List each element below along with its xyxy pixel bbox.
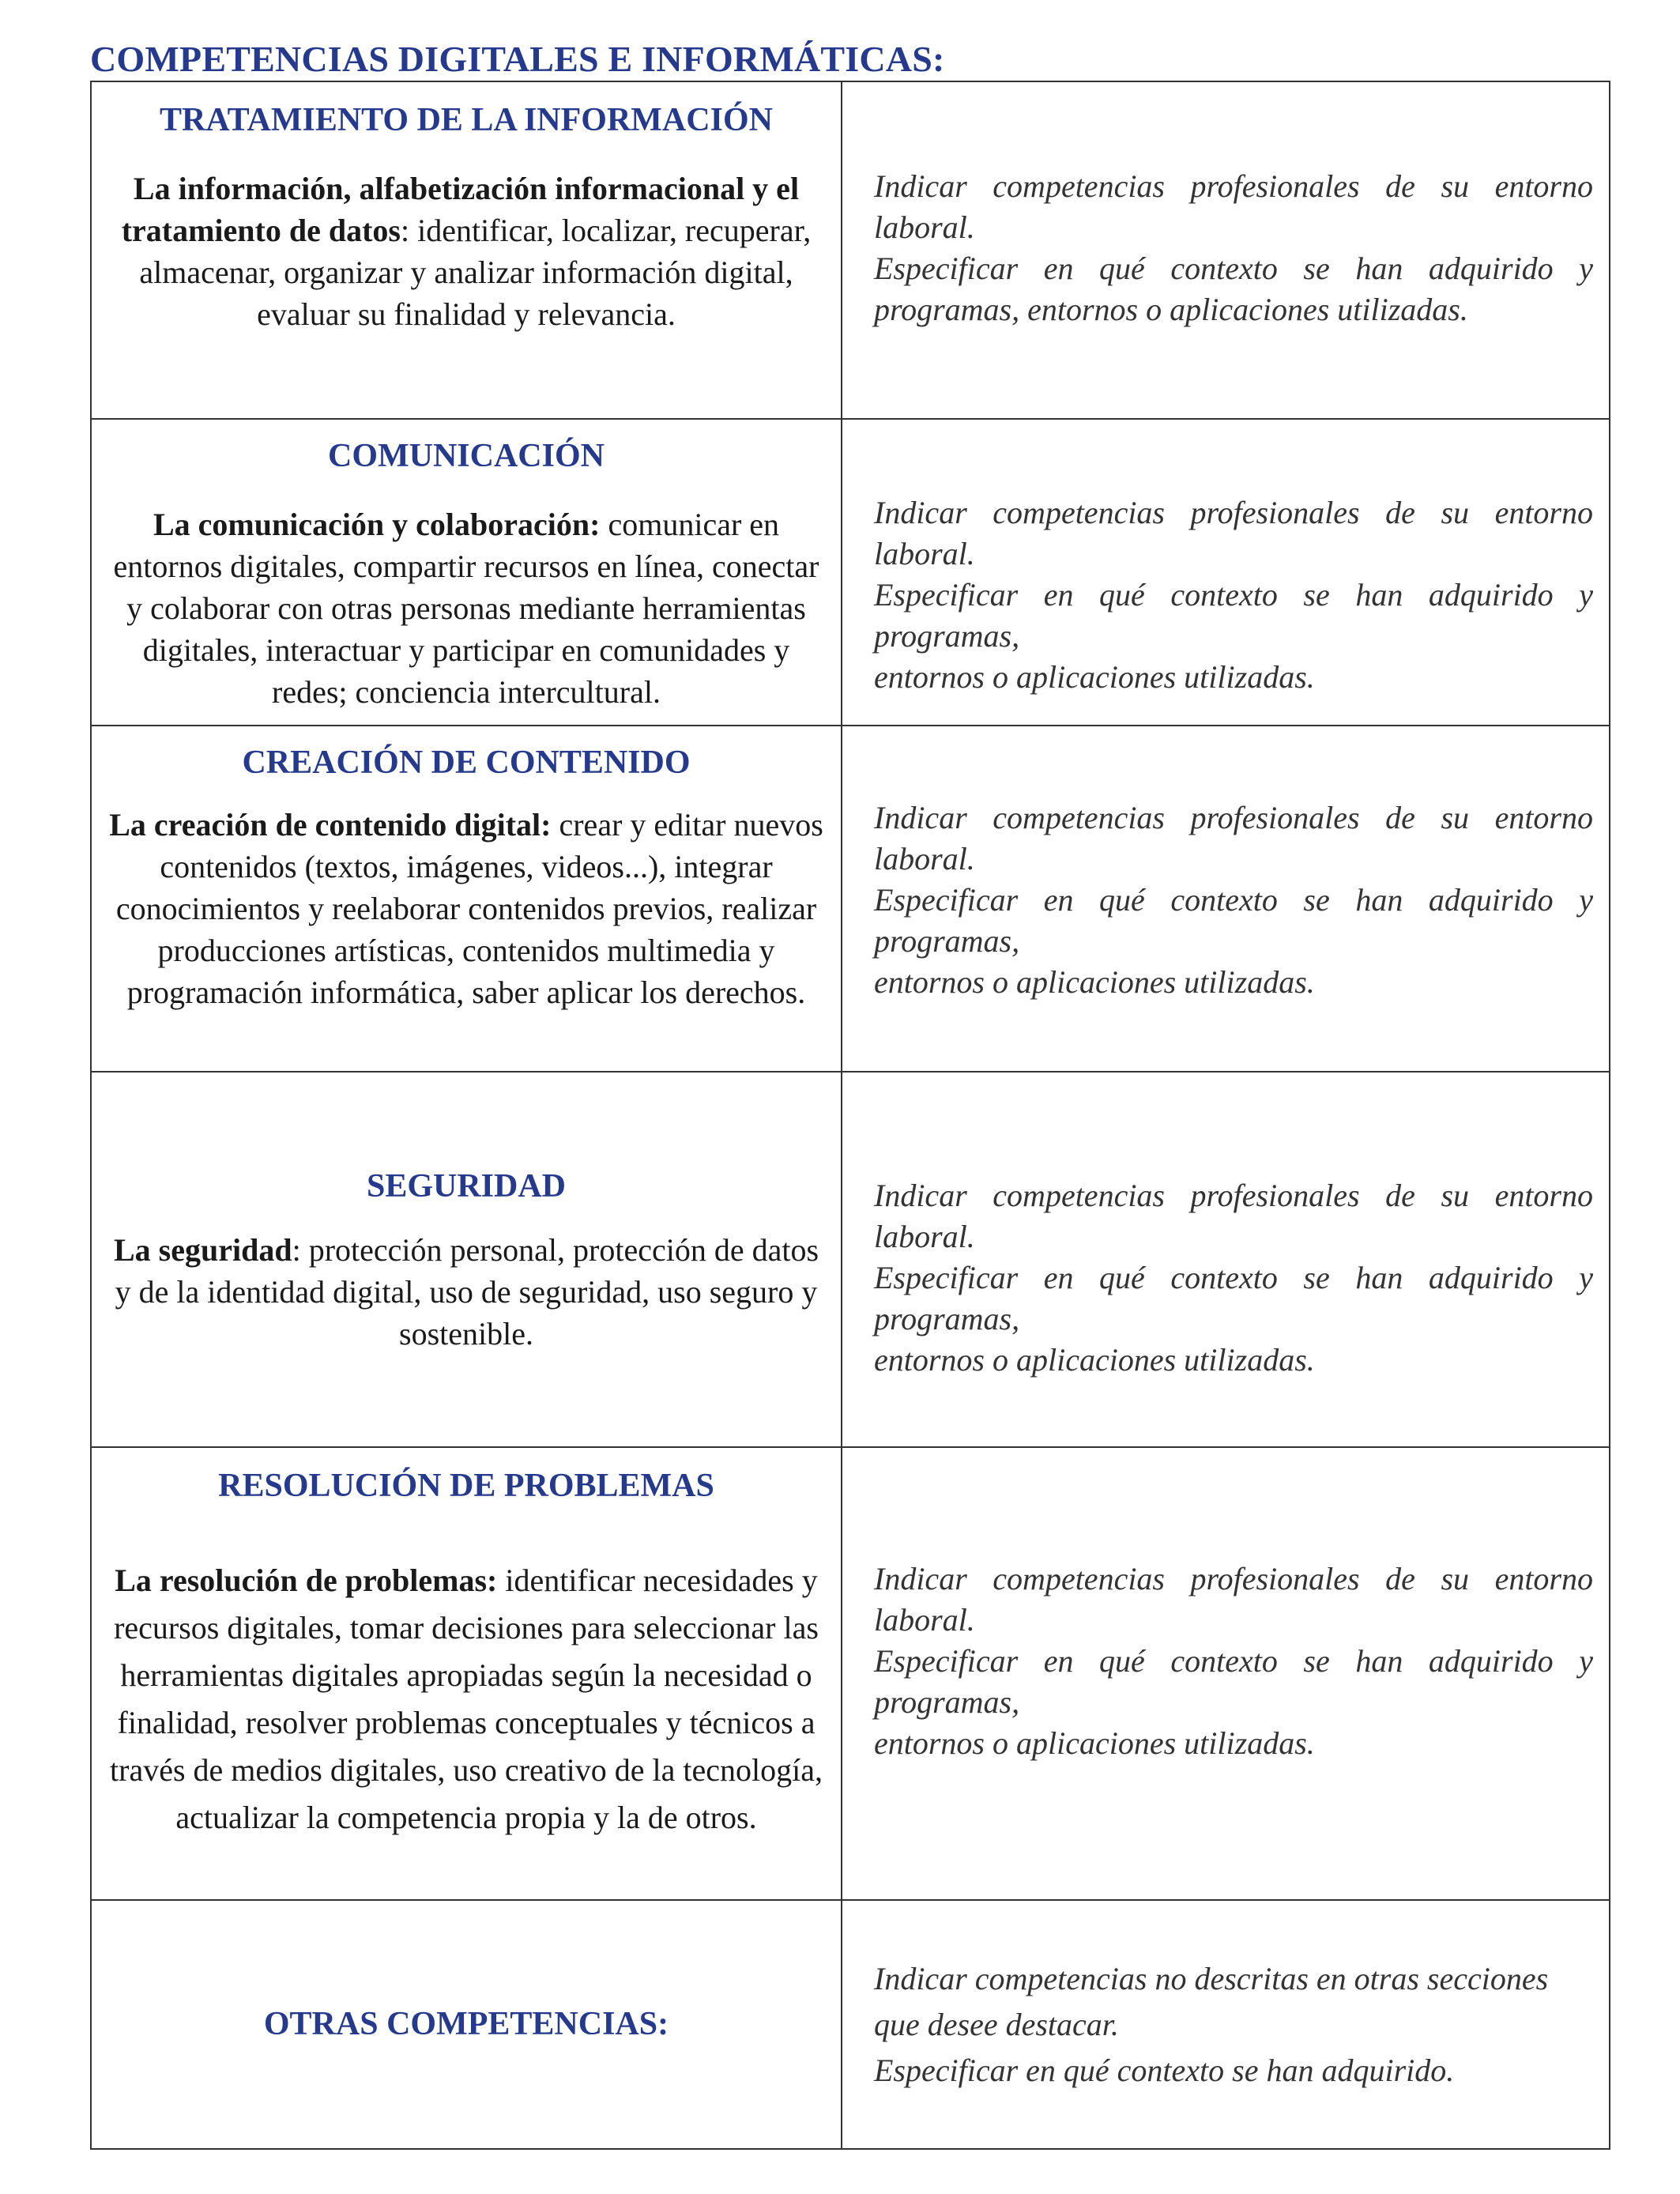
- table-row-tratamiento: [91, 81, 1610, 419]
- description-text: comunicar en entornos digitales, compartir recursos en línea, conectar y colaborar con otras personas mediante herramientas digitales, interactuar y participar en comunidades y redes; conciencia intercultural.: [113, 507, 819, 711]
- description-lead: La información, alfabetización informacional y el tratamiento de datos: [121, 171, 800, 249]
- description-lead: La resolución de problemas:: [115, 1563, 498, 1599]
- description-text: crear y editar nuevos contenidos (textos, imágenes, videos...), integrar conocimientos y reelaborar contenidos previos, realizar producciones artísticas, contenidos multimedia y programación informática, saber aplicar los derechos.: [115, 807, 823, 1011]
- instruction-note: [842, 1559, 1609, 1764]
- note-line: entornos o aplicaciones utilizadas.: [874, 1342, 1315, 1378]
- input-cell[interactable]: [842, 1900, 1610, 2149]
- section-description: [103, 1229, 830, 1355]
- note-line: Indicar competencias profesionales de su entorno laboral.: [874, 1561, 1593, 1638]
- description-lead: La comunicación y colaboración:: [153, 507, 601, 543]
- section-title: CREACIÓN DE CONTENIDO: [242, 745, 691, 781]
- instruction-note: [842, 492, 1609, 698]
- note-line: Especificar en qué contexto se han adquirido.: [874, 2052, 1455, 2088]
- description-text: : protección personal, protección de datos y de la identidad digital, uso de seguridad, uso seguro y sostenible.: [115, 1232, 819, 1352]
- section-title: RESOLUCIÓN DE PROBLEMAS: [218, 1468, 714, 1504]
- input-cell[interactable]: [842, 419, 1610, 726]
- section-title: OTRAS COMPETENCIAS:: [263, 2006, 669, 2043]
- note-line: Indicar competencias profesionales de su entorno laboral.: [874, 800, 1593, 876]
- description-text: : identificar, localizar, recuperar, almacenar, organizar y analizar información digital, evaluar su finalidad y relevancia.: [139, 213, 812, 333]
- instruction-note: [842, 1175, 1609, 1381]
- note-line: Especificar en qué contexto se han adquirido y programas,: [874, 577, 1593, 654]
- competency-cell: [91, 726, 842, 1072]
- note-line: entornos o aplicaciones utilizadas.: [874, 659, 1315, 695]
- section-title: COMUNICACIÓN: [328, 438, 605, 474]
- competency-cell: [91, 419, 842, 726]
- competency-cell: [91, 81, 842, 419]
- table-row-seguridad: [91, 1072, 1610, 1447]
- competencies-table: [90, 81, 1610, 2150]
- section-description: [103, 168, 830, 335]
- table-row-resolucion: [91, 1447, 1610, 1900]
- section-description: [103, 1557, 830, 1842]
- note-line: Especificar en qué contexto se han adquirido y programas, entornos o aplicaciones utilizadas.: [874, 251, 1593, 327]
- note-line: Indicar competencias no descritas en otras secciones que desee destacar.: [874, 1960, 1549, 2042]
- section-title: TRATAMIENTO DE LA INFORMACIÓN: [160, 102, 773, 138]
- note-line: Indicar competencias profesionales de su entorno laboral.: [874, 1178, 1593, 1254]
- instruction-note: [842, 797, 1609, 1003]
- note-line: Indicar competencias profesionales de su entorno laboral.: [874, 168, 1593, 245]
- competency-cell: [91, 1072, 842, 1447]
- note-line: entornos o aplicaciones utilizadas.: [874, 964, 1315, 1000]
- description-text: identificar necesidades y recursos digitales, tomar decisiones para seleccionar las herramientas digitales apropiadas según la necesidad o finalidad, resolver problemas conceptuales y técnicos a través de medios digitales, uso creativo de la tecnología, actualizar la competencia propia y la de otros.: [110, 1563, 823, 1836]
- competency-cell: [91, 1447, 842, 1900]
- section-description: [103, 804, 830, 1013]
- note-line: entornos o aplicaciones utilizadas.: [874, 1725, 1315, 1761]
- input-cell[interactable]: [842, 81, 1610, 419]
- description-lead: La seguridad: [113, 1232, 292, 1269]
- table-row-creacion: [91, 726, 1610, 1072]
- note-line: Especificar en qué contexto se han adquirido y programas,: [874, 1260, 1593, 1336]
- section-description: [103, 503, 830, 713]
- note-line: Indicar competencias profesionales de su entorno laboral.: [874, 495, 1593, 571]
- table-row-comunicacion: [91, 419, 1610, 726]
- note-line: Especificar en qué contexto se han adquirido y programas,: [874, 882, 1593, 959]
- input-cell[interactable]: [842, 1072, 1610, 1447]
- section-title: SEGURIDAD: [366, 1168, 567, 1204]
- page-title: COMPETENCIAS DIGITALES E INFORMÁTICAS:: [90, 39, 945, 79]
- input-cell[interactable]: [842, 1447, 1610, 1900]
- description-lead: La creación de contenido digital:: [109, 807, 552, 843]
- table-row-otras: [91, 1900, 1610, 2149]
- note-line: Especificar en qué contexto se han adquirido y programas,: [874, 1643, 1593, 1720]
- instruction-note: [842, 1956, 1609, 2094]
- competency-cell: [91, 1900, 842, 2149]
- input-cell[interactable]: [842, 726, 1610, 1072]
- instruction-note: [842, 166, 1609, 330]
